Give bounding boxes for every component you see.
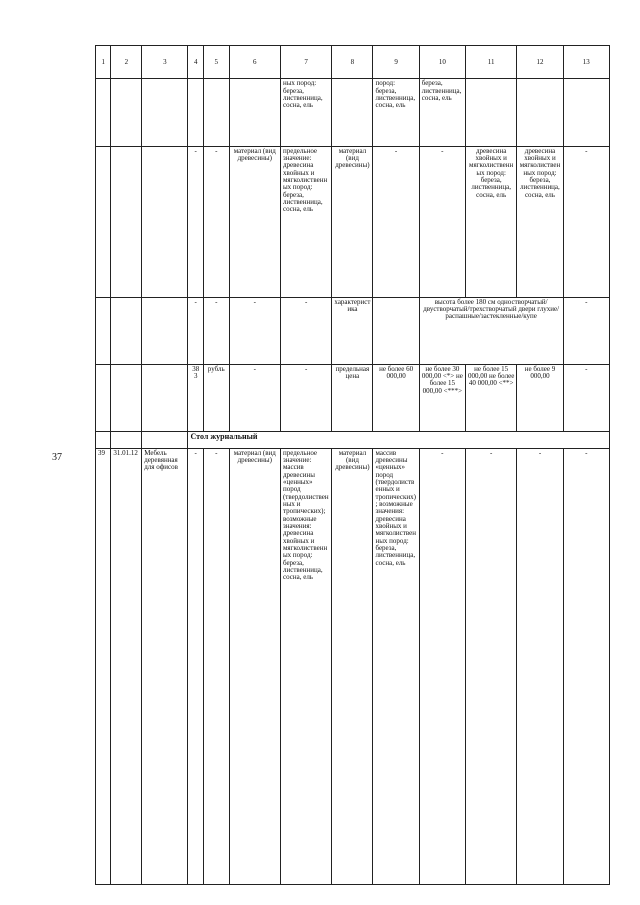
table-cell: [111, 79, 142, 146]
table-cell: ных пород: береза, лиственница, сосна, ель: [280, 79, 331, 146]
table-cell: [142, 146, 188, 297]
col-header: 2: [111, 46, 142, 79]
table-cell: [229, 79, 280, 146]
section-row: [96, 431, 610, 448]
table-cell: [96, 146, 111, 297]
table-cell: материал (вид древесины): [229, 448, 280, 885]
table-cell: [142, 431, 188, 448]
table-cell: не более 9 000,00: [517, 364, 563, 431]
table-cell: [96, 79, 111, 146]
table-cell: характеристика: [332, 297, 373, 364]
table-cell: -: [563, 146, 609, 297]
table-cell: [373, 297, 419, 364]
col-header: 4: [188, 46, 203, 79]
table-row: [96, 297, 610, 364]
table-cell: -: [563, 297, 609, 364]
table-cell: не более 15 000,00 не более 40 000,00 <**>: [465, 364, 516, 431]
table-cell: -: [229, 297, 280, 364]
table-cell: -: [280, 364, 331, 431]
table-cell: древесина хвойных и мягколиственных пород: береза, лиственница, сосна, ель: [465, 146, 516, 297]
section-title: Стол журнальный: [188, 431, 610, 448]
table-cell: [188, 79, 203, 146]
table-cell: -: [203, 297, 229, 364]
table-cell: не более 60 000,00: [373, 364, 419, 431]
table-row: [96, 79, 610, 146]
table-cell: -: [203, 146, 229, 297]
table-row: [96, 146, 610, 297]
table-cell: [111, 431, 142, 448]
table-cell: 383: [188, 364, 203, 431]
table-cell: [142, 364, 188, 431]
page-number: 37: [52, 452, 62, 463]
table-cell: [111, 364, 142, 431]
col-header: 10: [419, 46, 465, 79]
table-cell: [203, 79, 229, 146]
table-cell: [96, 431, 111, 448]
col-header: 9: [373, 46, 419, 79]
table-cell: [142, 297, 188, 364]
table-cell: -: [419, 448, 465, 885]
table-cell: -: [188, 448, 203, 885]
col-header: 8: [332, 46, 373, 79]
table-cell: древесина хвойных и мягколиственных пород: береза, лиственница, сосна, ель: [517, 146, 563, 297]
col-header: 1: [96, 46, 111, 79]
table-cell: предельное значение: массив древесины «ценных» пород (твердолиственных и тропических); возможные значения: древесина хвойных и мягколиственных пород: береза, лиственница, сосна, ель: [280, 448, 331, 885]
table-row: [96, 448, 610, 885]
table-cell: -: [373, 146, 419, 297]
table-cell: материал (вид древесины): [332, 146, 373, 297]
table-cell: [96, 297, 111, 364]
table-row: [96, 364, 610, 431]
table-cell: [563, 79, 609, 146]
table-cell: -: [517, 448, 563, 885]
table-cell: -: [188, 146, 203, 297]
table-cell: материал (вид древесины): [332, 448, 373, 885]
table-cell: -: [419, 146, 465, 297]
table-cell: -: [203, 448, 229, 885]
table-cell: -: [563, 364, 609, 431]
table-cell: -: [280, 297, 331, 364]
col-header: 7: [280, 46, 331, 79]
table-cell: высота более 180 см одностворчатый/двустворчатый/трехстворчатый двери глухие/распашные/застекленные/купе: [419, 297, 563, 364]
table-cell: [465, 79, 516, 146]
table-cell: -: [465, 448, 516, 885]
table-cell: 31.01.12: [111, 448, 142, 885]
col-header: 13: [563, 46, 609, 79]
table-cell: [96, 364, 111, 431]
col-header: 3: [142, 46, 188, 79]
table-cell: [111, 297, 142, 364]
table-cell: -: [563, 448, 609, 885]
table-cell: [332, 79, 373, 146]
table-cell: [517, 79, 563, 146]
table-cell: пород: береза, лиственница, сосна, ель: [373, 79, 419, 146]
table-cell: рубль: [203, 364, 229, 431]
header-row: [96, 46, 610, 79]
table-cell: массив древесины «ценных» пород (твердолиственных и тропических); возможные значения: древесина хвойных и мягколиственных пород: береза, лиственница, сосна, ель: [373, 448, 419, 885]
col-header: 11: [465, 46, 516, 79]
table-cell: Мебель деревянная для офисов: [142, 448, 188, 885]
table-cell: -: [229, 364, 280, 431]
regulation-table: [95, 45, 610, 885]
col-header: 12: [517, 46, 563, 79]
table-cell: предельная цена: [332, 364, 373, 431]
col-header: 6: [229, 46, 280, 79]
table-cell: [111, 146, 142, 297]
table-cell: 39: [96, 448, 111, 885]
table-cell: береза, лиственница, сосна, ель: [419, 79, 465, 146]
table-cell: материал (вид древесины): [229, 146, 280, 297]
table-cell: [142, 79, 188, 146]
table-cell: -: [188, 297, 203, 364]
table-cell: не более 30 000,00 <*> не более 15 000,00 <***>: [419, 364, 465, 431]
col-header: 5: [203, 46, 229, 79]
table-cell: предельное значение: древесина хвойных и мягколиственных пород: береза, лиственница, сосна, ель: [280, 146, 331, 297]
